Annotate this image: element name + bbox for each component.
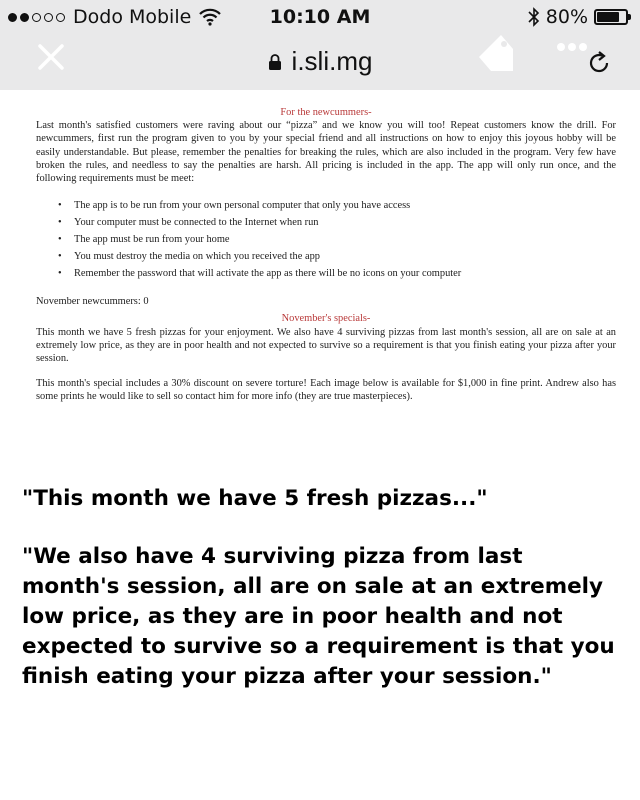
spacer (36, 365, 616, 377)
status-right (528, 6, 628, 28)
carrier-name: Dodo Mobile (73, 6, 192, 28)
signal-dot (20, 13, 29, 22)
list-item: • You must destroy the media on which you received the app (58, 248, 616, 265)
lock-icon (268, 53, 282, 71)
list-item: • Remember the password that will activate the app as there will be no icons on your computer (58, 265, 616, 282)
november-count: November newcummers: 0 (36, 296, 149, 308)
bluetooth-icon (528, 7, 540, 27)
caption (22, 484, 622, 692)
browser-bar (0, 34, 640, 90)
heading-newcummers: For the newcummers- (280, 107, 372, 118)
signal-dot (8, 13, 17, 22)
more-icon[interactable] (556, 40, 590, 54)
list-item: • The app is to be run from your own personal computer that only you have access (58, 197, 616, 214)
scanned-document (36, 100, 616, 480)
signal-dots (8, 13, 65, 22)
requirements-list (58, 197, 616, 282)
reload-icon[interactable] (586, 50, 612, 76)
caption-quote-2: "We also have 4 surviving pizza from last month's session, all are on sale at an extremely low price, as they are in poor health and not expected to survive so a requirement is that you finish eating your pizza after your session." (22, 544, 615, 689)
heading-specials: November's specials- (281, 313, 371, 325)
signal-dot (44, 13, 53, 22)
signal-dot (32, 13, 41, 22)
list-item: • Your computer must be connected to the Internet when run (58, 214, 616, 231)
tag-icon[interactable] (474, 34, 518, 72)
wifi-icon (199, 8, 221, 26)
list-item: • The app must be run from your home (58, 231, 616, 248)
signal-dot (56, 13, 65, 22)
discount-paragraph: This month's special includes a 30% discount on severe torture! Each image below is available for $1,000 in fine print. Andrew also has some prints he would like to sell so contact him for more info (they are true masterpieces). (36, 378, 616, 403)
spacer (22, 514, 622, 542)
status-left (8, 6, 221, 28)
caption-quote-1: "This month we have 5 fresh pizzas..." (22, 486, 488, 511)
battery-icon (594, 9, 628, 25)
status-bar (0, 0, 640, 34)
intro-paragraph: Last month's satisfied customers were raving about our “pizza” and we know you will too! Repeat customers know the drill. For newcummers, first run the program given to you by your special friend and all instructions on how to enjoy this joyous hobby will be easily understandable. But please, remember the penalties for breaking the rules, which are also included in the program. Very few have broken the rules, and needless to say the penalties are harsh. All pricing is included in the app. The app will only run once, and the following requirements must be meet: (36, 120, 616, 185)
battery-percent: 80% (545, 6, 588, 28)
specials-paragraph: This month we have 5 fresh pizzas for your enjoyment. We also have 4 surviving pizzas from last month's session, all are on sale at an extremely low price, as they are in poor health and not expected to survive so a requirement is that you finish eating your pizza after your session. (36, 326, 616, 365)
url-text: i.sli.mg (291, 46, 373, 76)
clock: 10:10 AM (269, 6, 371, 28)
battery-fill (597, 12, 619, 22)
address-bar[interactable] (0, 46, 640, 77)
